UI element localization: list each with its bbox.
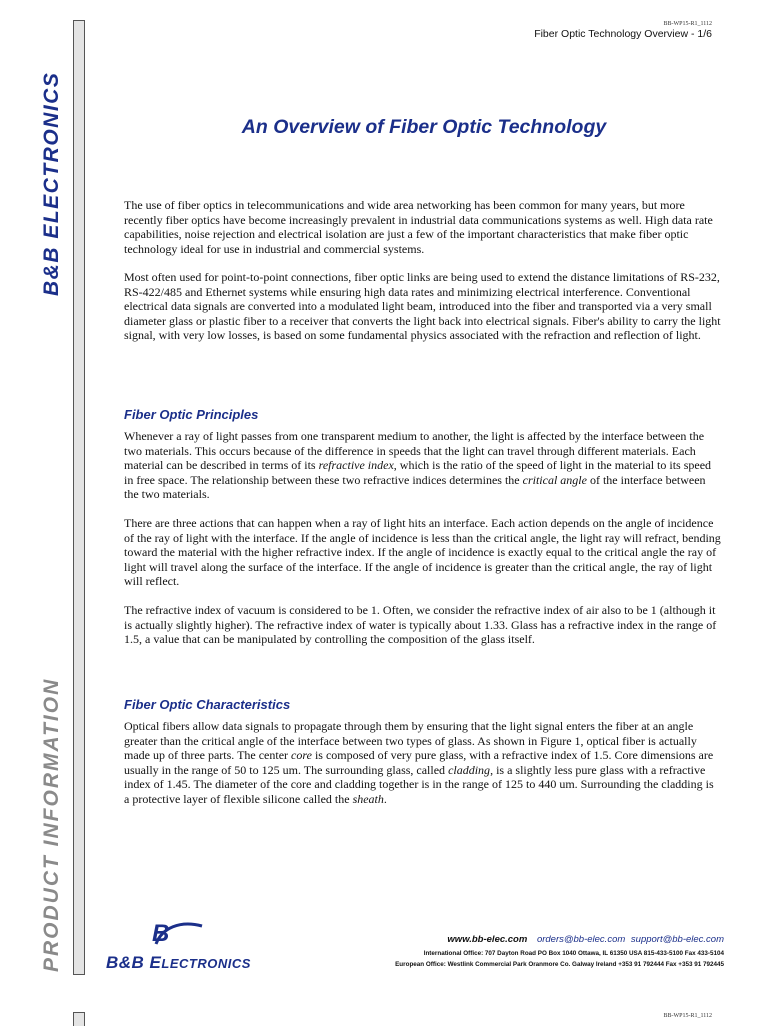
intro-paragraph-2: Most often used for point-to-point connections, fiber optic links are being used to extend the distance limitations of RS-232, RS-422/485 and Ethernet systems while ensuring high data rates and minimizing electrical interference. Conventional electrical data signals are converted into a modulated light beam, introduced into the fiber and transported via a very small diameter glass or plastic fiber to a receiver that converts the light back into electrical signals. Fiber's ability to carry the light signal, with very low losses, is based on some fundamental physics associated with the refraction and reflection of light. xyxy=(124,270,721,342)
footer-doc-code: BB-WP15-R1_1112 xyxy=(663,1013,712,1019)
header-doc-code: BB-WP15-R1_1112 xyxy=(663,21,712,27)
principles-paragraph-2: There are three actions that can happen when a ray of light hits an interface. Each action depends on the angle of incidence of the ray of light with the interface. If the angle of incidence is less than the critical angle, the light ray will refract, bending toward the material with the higher refractive index. If the angle of incidence is exactly equal to the critical angle the ray of light will travel along the surface of the interface. If the angle of incidence is greater than the critical angle, the ray of light will reflect. xyxy=(124,516,721,588)
european-office-address: European Office: Westlink Commercial Park Oranmore Co. Galway Ireland +353 91 792444 Fax +353 91 792445 xyxy=(395,961,724,968)
section-heading-principles: Fiber Optic Principles xyxy=(124,407,259,422)
vertical-product-label: PRODUCT INFORMATION xyxy=(40,677,63,972)
term-core: core xyxy=(291,748,312,762)
orders-email-link[interactable]: orders@bb-elec.com xyxy=(536,934,626,945)
term-sheath: sheath xyxy=(352,791,384,806)
vertical-brand-label: B&B ELECTRONICS xyxy=(40,71,63,296)
principles-paragraph-1: Whenever a ray of light passes from one transparent medium to another, the light is affected by the interface between the two materials. This occurs because of the difference in speeds that the light can travel through different materials. Each material can be described in terms of its refractive index, which is the ratio of the speed of light in the material to its speed in free space. The relationship between these two refractive indices determines the critical angle of the interface between the two materials. xyxy=(124,429,712,501)
logo-b-mark: B xyxy=(152,920,170,947)
document-title: An Overview of Fiber Optic Technology xyxy=(241,116,607,138)
international-office-address: International Office: 707 Dayton Road PO Box 1040 Ottawa, IL 61350 USA 815-433-5100 Fax 433-5104 xyxy=(423,950,724,957)
characteristics-paragraph-1: Optical fibers allow data signals to propagate through them by ensuring that the light signal enters the fiber at an angle greater than the critical angle of the interface between two types of glass. As shown in Figure 1, optical fiber is actually made up of three parts. The center core is composed of very pure glass, with a refractive index of 1.5. Core dimensions are usually in the range of 50 to 125 um. The surrounding glass, called cladding, is a slightly less pure glass with a refractive index of 1.45. The diameter of the core and cladding together is in the range of 125 to 440 um. Surrounding the cladding is a protective layer of flexible silicone called the sheath. xyxy=(124,719,714,806)
intro-paragraph-1: The use of fiber optics in telecommunications and wide area networking has been common for many years, but more recently fiber optics have become increasingly prevalent in industrial data communications systems as well. High data rate capabilities, noise rejection and electrical isolation are just a few of the important characteristics that make fiber optic technology ideal for use in industrial and commercial systems. xyxy=(124,198,713,256)
contact-links xyxy=(447,934,724,945)
support-email-link[interactable]: support@bb-elec.com xyxy=(630,934,724,945)
left-margin-bar xyxy=(73,20,85,975)
principles-paragraph-3: The refractive index of vacuum is considered to be 1. Often, we consider the refractive index of air also to be 1 (although it is actually slightly higher). The refractive index of water is typically about 1.33. Glass has a refractive index in the range of 1.5, a value that can be manipulated by controlling the composition of the glass itself. xyxy=(124,603,717,646)
running-title: Fiber Optic Technology Overview - 1/6 xyxy=(534,28,712,40)
term-critical-angle: critical angle xyxy=(522,472,587,487)
section-principles xyxy=(124,407,721,423)
section-characteristics xyxy=(124,697,721,713)
website-link[interactable]: www.bb-elec.com xyxy=(447,934,528,945)
term-cladding: cladding xyxy=(448,762,491,777)
term-refractive-index: refractive index xyxy=(318,458,394,472)
section-heading-characteristics: Fiber Optic Characteristics xyxy=(124,697,291,712)
company-logo: B&B ELECTRONICS xyxy=(106,953,251,972)
